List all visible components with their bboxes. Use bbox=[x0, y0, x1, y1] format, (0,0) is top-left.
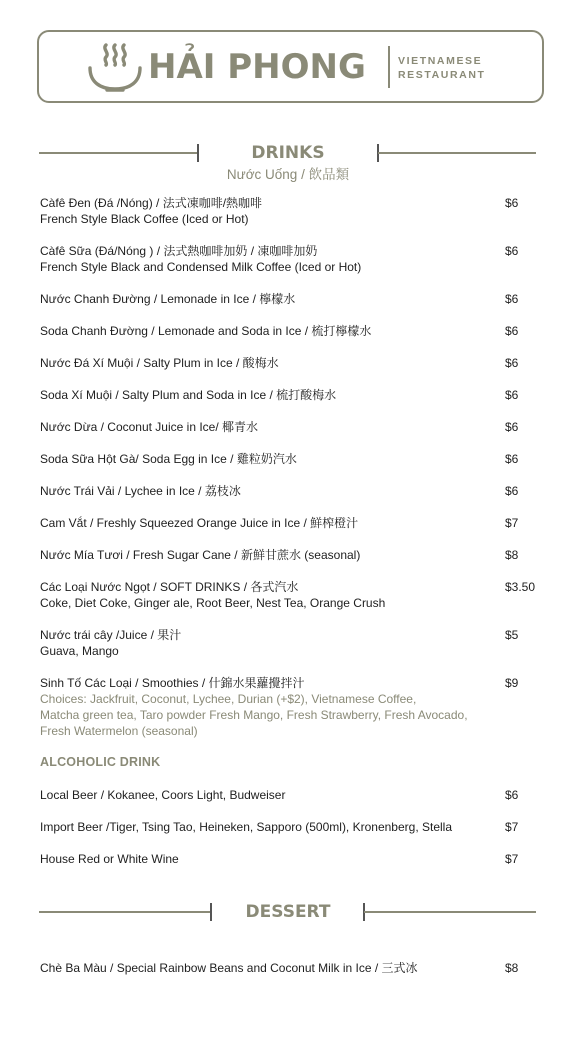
item-price: $6 bbox=[505, 452, 519, 466]
item-price: $6 bbox=[505, 244, 519, 258]
menu-item bbox=[40, 960, 540, 976]
drinks-rule-left bbox=[39, 152, 198, 154]
menu-item bbox=[40, 851, 540, 867]
menu-item bbox=[40, 451, 540, 467]
item-name: Nước Dừa / Coconut Juice in Ice/ 椰青水 bbox=[40, 420, 259, 434]
subtitle-line-2: RESTAURANT bbox=[398, 69, 486, 81]
item-desc: Matcha green tea, Taro powder Fresh Mango, Fresh Strawberry, Fresh Avocado, bbox=[40, 708, 468, 722]
dessert-rule-right bbox=[364, 911, 536, 913]
item-desc: Choices: Jackfruit, Coconut, Lychee, Durian (+$2), Vietnamese Coffee, bbox=[40, 692, 417, 706]
item-name: Nước trái cây /Juice / 果汁 bbox=[40, 628, 182, 642]
restaurant-subtitle bbox=[398, 54, 486, 82]
item-name: Soda Chanh Đường / Lemonade and Soda in Ice / 梳打檸檬水 bbox=[40, 324, 372, 338]
subtitle-line-1: VIETNAMESE bbox=[398, 55, 483, 67]
item-name: Càfê Đen (Đá /Nóng) / 法式凍咖啡/熱咖啡 bbox=[40, 196, 263, 210]
menu-item bbox=[40, 547, 540, 563]
item-price: $9 bbox=[505, 676, 519, 690]
menu-item bbox=[40, 323, 540, 339]
item-name: Chè Ba Màu / Special Rainbow Beans and Coconut Milk in Ice / 三式冰 bbox=[40, 961, 418, 975]
dessert-tick-left bbox=[210, 903, 212, 921]
alcoholic-heading: ALCOHOLIC DRINK bbox=[40, 755, 161, 769]
item-price: $7 bbox=[505, 516, 519, 530]
item-name: Local Beer / Kokanee, Coors Light, Budweiser bbox=[40, 788, 286, 802]
item-price: $8 bbox=[505, 548, 519, 562]
item-desc: Fresh Watermelon (seasonal) bbox=[40, 724, 198, 738]
drinks-tick-left bbox=[197, 144, 199, 162]
item-price: $5 bbox=[505, 628, 519, 642]
menu-item bbox=[40, 483, 540, 499]
menu-item bbox=[40, 579, 540, 611]
menu-item bbox=[40, 515, 540, 531]
logo-divider bbox=[388, 46, 390, 88]
item-price: $6 bbox=[505, 324, 519, 338]
item-desc: French Style Black and Condensed Milk Coffee (Iced or Hot) bbox=[40, 260, 362, 274]
item-name: Nước Đá Xí Muội / Salty Plum in Ice / 酸梅水 bbox=[40, 356, 279, 370]
item-price: $3.50 bbox=[505, 580, 536, 594]
item-desc: Guava, Mango bbox=[40, 644, 119, 658]
menu-item bbox=[40, 787, 540, 803]
item-price: $6 bbox=[505, 788, 519, 802]
menu-item bbox=[40, 195, 540, 227]
item-name: Các Loại Nước Ngọt / SOFT DRINKS / 各式汽水 bbox=[40, 580, 299, 594]
item-name: Nước Mía Tươi / Fresh Sugar Cane / 新鮮甘蔗水 (seasonal) bbox=[40, 548, 361, 562]
item-price: $7 bbox=[505, 852, 519, 866]
restaurant-name: HẢI PHONG bbox=[148, 47, 366, 87]
menu-item bbox=[40, 819, 540, 835]
item-price: $6 bbox=[505, 196, 519, 210]
item-price: $6 bbox=[505, 420, 519, 434]
dessert-rule-left bbox=[39, 911, 211, 913]
item-name: Soda Sữa Hột Gà/ Soda Egg in Ice / 雞粒奶汽水 bbox=[40, 452, 297, 466]
item-name: Nước Chanh Đường / Lemonade in Ice / 檸檬水 bbox=[40, 292, 296, 306]
item-name: Soda Xí Muội / Salty Plum and Soda in Ice / 梳打酸梅水 bbox=[40, 388, 337, 402]
menu-item bbox=[40, 355, 540, 371]
menu-item bbox=[40, 291, 540, 307]
item-name: Sinh Tố Các Loại / Smoothies / 什錦水果蘿攪拌汁 bbox=[40, 676, 305, 690]
item-price: $6 bbox=[505, 388, 519, 402]
item-name: Cam Vắt / Freshly Squeezed Orange Juice in Ice / 鮮榨橙汁 bbox=[40, 516, 359, 530]
steaming-bowl-icon bbox=[87, 42, 143, 94]
item-desc: French Style Black Coffee (Iced or Hot) bbox=[40, 212, 249, 226]
item-price: $6 bbox=[505, 356, 519, 370]
item-name: House Red or White Wine bbox=[40, 852, 179, 866]
dessert-title: DESSERT bbox=[245, 902, 331, 922]
item-price: $6 bbox=[505, 484, 519, 498]
item-price: $7 bbox=[505, 820, 519, 834]
menu-item bbox=[40, 387, 540, 403]
item-name: Nước Trái Vải / Lychee in Ice / 荔枝冰 bbox=[40, 484, 241, 498]
restaurant-header bbox=[37, 30, 544, 103]
drinks-title: DRINKS bbox=[251, 143, 325, 163]
drinks-subtitle: Nước Uống / 飲品類 bbox=[226, 167, 350, 182]
item-price: $6 bbox=[505, 292, 519, 306]
menu-item bbox=[40, 675, 540, 739]
item-name: Import Beer /Tiger, Tsing Tao, Heineken, Sapporo (500ml), Kronenberg, Stella bbox=[40, 820, 453, 834]
menu-item bbox=[40, 243, 540, 275]
item-desc: Coke, Diet Coke, Ginger ale, Root Beer, Nest Tea, Orange Crush bbox=[40, 596, 386, 610]
item-name: Càfê Sữa (Đá/Nóng ) / 法式熱咖啡加奶 / 凍咖啡加奶 bbox=[40, 244, 318, 258]
item-price: $8 bbox=[505, 961, 519, 975]
menu-item bbox=[40, 627, 540, 659]
menu-item bbox=[40, 419, 540, 435]
drinks-rule-right bbox=[378, 152, 536, 154]
